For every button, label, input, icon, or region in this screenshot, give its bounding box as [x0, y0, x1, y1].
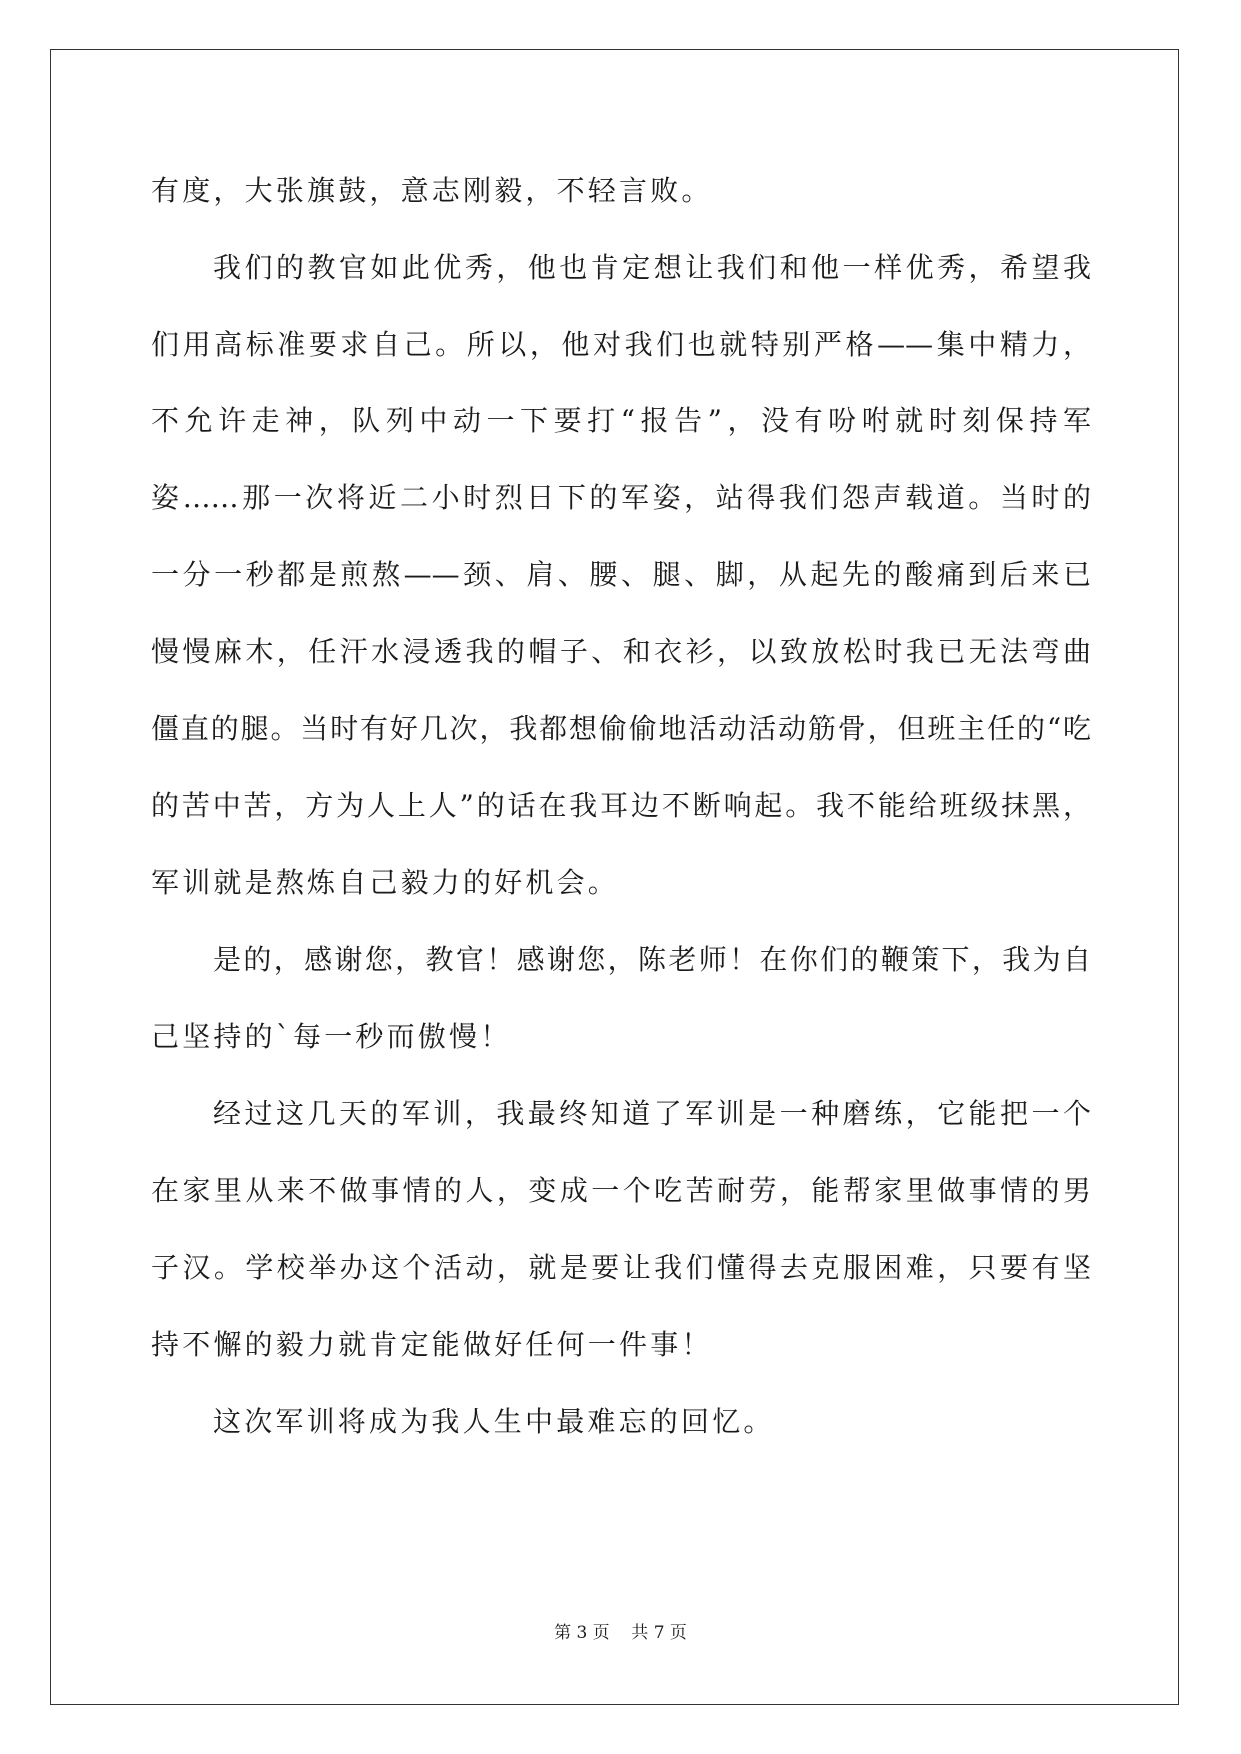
- page-footer: [0, 1622, 1241, 1644]
- text-line: 僵直的腿。当时有好几次，我都想偷偷地活动活动筋骨，但班主任的“吃: [151, 712, 1091, 745]
- text-line: 慢慢麻木，任汗水浸透我的帽子、和衣衫，以致放松时我已无法弯曲: [151, 635, 1091, 668]
- text-line: 的苦中苦，方为人上人”的话在我耳边不断响起。我不能给班级抹黑，: [151, 789, 1091, 822]
- text-line: 有度，大张旗鼓，意志刚毅，不轻言败。: [151, 174, 713, 207]
- text-line: 己坚持的`每一秒而傲慢！: [151, 1020, 512, 1053]
- paragraph-first-line: 这次军训将成为我人生中最难忘的回忆。: [213, 1405, 775, 1438]
- text-line: 姿……那一次将近二小时烈日下的军姿，站得我们怨声载道。当时的: [151, 481, 1091, 514]
- text-line: 军训就是熬炼自己毅力的好机会。: [151, 866, 620, 899]
- page-number-label: 第 3 页 共 7 页: [554, 1623, 687, 1643]
- text-line: 一分一秒都是煎熬——颈、肩、腰、腿、脚，从起先的酸痛到后来已: [151, 558, 1091, 591]
- text-line: 持不懈的毅力就肯定能做好任何一件事！: [151, 1328, 713, 1361]
- text-line: 在家里从来不做事情的人，变成一个吃苦耐劳，能帮家里做事情的男: [151, 1174, 1091, 1207]
- text-line: 不允许走神，队列中动一下要打“报告”，没有吩咐就时刻保持军: [151, 404, 1091, 437]
- paragraph-first-line: 我们的教官如此优秀，他也肯定想让我们和他一样优秀，希望我: [213, 251, 1091, 284]
- text-line: 子汉。学校举办这个活动，就是要让我们懂得去克服困难，只要有坚: [151, 1251, 1091, 1284]
- paragraph-first-line: 是的，感谢您，教官！感谢您，陈老师！在你们的鞭策下，我为自: [213, 943, 1091, 976]
- text-line: 们用高标准要求自己。所以，他对我们也就特别严格——集中精力，: [151, 328, 1091, 361]
- paragraph-first-line: 经过这几天的军训，我最终知道了军训是一种磨练，它能把一个: [213, 1097, 1091, 1130]
